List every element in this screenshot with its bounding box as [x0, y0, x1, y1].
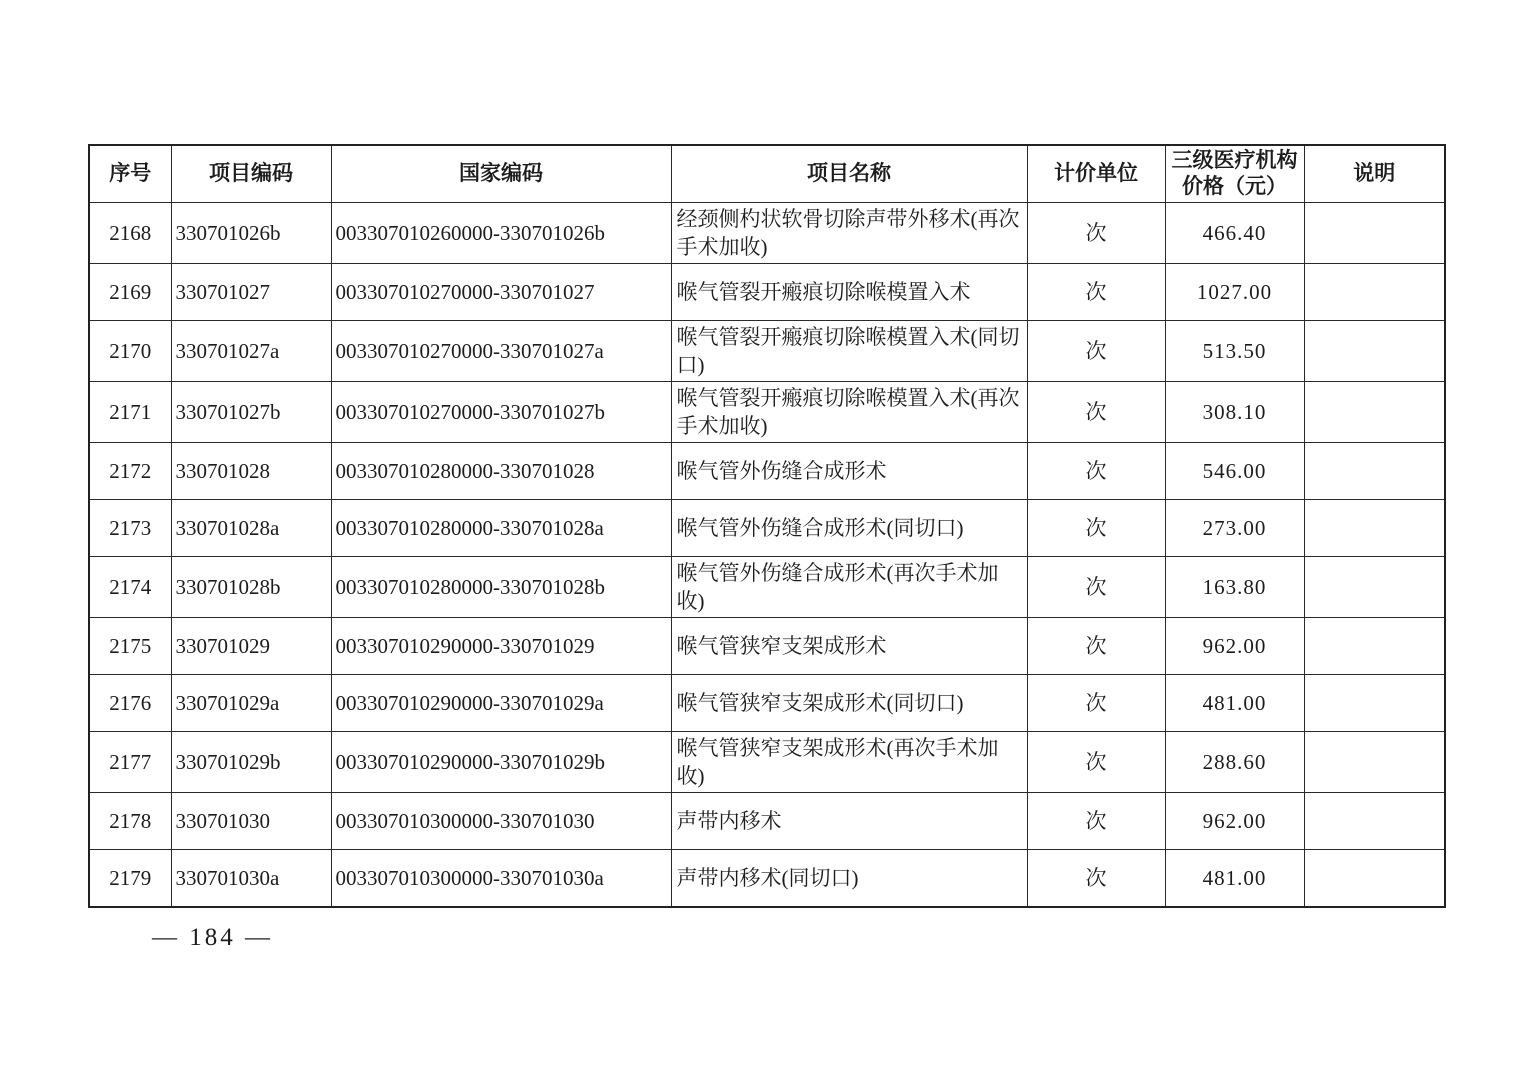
cell-tier3-price: 481.00 [1165, 675, 1304, 732]
cell-tier3-price: 1027.00 [1165, 264, 1304, 321]
cell-note [1304, 264, 1445, 321]
price-table [88, 144, 1446, 908]
cell-seq: 2175 [89, 618, 171, 675]
cell-item-code: 330701028b [171, 557, 331, 618]
cell-seq: 2179 [89, 850, 171, 907]
cell-item-code: 330701029 [171, 618, 331, 675]
cell-national-code: 003307010260000-330701026b [331, 203, 671, 264]
cell-seq: 2174 [89, 557, 171, 618]
cell-national-code: 003307010300000-330701030a [331, 850, 671, 907]
table-row [89, 850, 1445, 907]
header-seq: 序号 [89, 145, 171, 203]
cell-item-code: 330701030 [171, 793, 331, 850]
cell-seq: 2173 [89, 500, 171, 557]
cell-note [1304, 203, 1445, 264]
cell-tier3-price: 288.60 [1165, 732, 1304, 793]
header-note: 说明 [1304, 145, 1445, 203]
cell-national-code: 003307010280000-330701028a [331, 500, 671, 557]
cell-item-code: 330701026b [171, 203, 331, 264]
table-header-row [89, 145, 1445, 203]
cell-item-code: 330701027a [171, 321, 331, 382]
cell-unit: 次 [1027, 793, 1165, 850]
cell-tier3-price: 308.10 [1165, 382, 1304, 443]
cell-seq: 2171 [89, 382, 171, 443]
cell-national-code: 003307010270000-330701027 [331, 264, 671, 321]
table-row [89, 321, 1445, 382]
cell-unit: 次 [1027, 732, 1165, 793]
cell-national-code: 003307010300000-330701030 [331, 793, 671, 850]
cell-item-code: 330701028 [171, 443, 331, 500]
cell-tier3-price: 962.00 [1165, 793, 1304, 850]
cell-note [1304, 675, 1445, 732]
header-item-code: 项目编码 [171, 145, 331, 203]
cell-seq: 2172 [89, 443, 171, 500]
table-row [89, 793, 1445, 850]
cell-national-code: 003307010290000-330701029b [331, 732, 671, 793]
cell-unit: 次 [1027, 675, 1165, 732]
cell-unit: 次 [1027, 850, 1165, 907]
cell-tier3-price: 962.00 [1165, 618, 1304, 675]
header-item-name: 项目名称 [671, 145, 1027, 203]
cell-note [1304, 732, 1445, 793]
cell-item-name: 喉气管外伤缝合成形术(再次手术加收) [671, 557, 1027, 618]
cell-national-code: 003307010290000-330701029 [331, 618, 671, 675]
cell-tier3-price: 513.50 [1165, 321, 1304, 382]
table-row [89, 203, 1445, 264]
cell-item-code: 330701028a [171, 500, 331, 557]
cell-national-code: 003307010270000-330701027b [331, 382, 671, 443]
cell-unit: 次 [1027, 382, 1165, 443]
header-national-code: 国家编码 [331, 145, 671, 203]
header-unit: 计价单位 [1027, 145, 1165, 203]
cell-unit: 次 [1027, 500, 1165, 557]
cell-item-name: 喉气管狭窄支架成形术(同切口) [671, 675, 1027, 732]
cell-unit: 次 [1027, 203, 1165, 264]
cell-tier3-price: 273.00 [1165, 500, 1304, 557]
table-body [89, 203, 1445, 907]
table-row [89, 264, 1445, 321]
cell-item-code: 330701027 [171, 264, 331, 321]
cell-note [1304, 557, 1445, 618]
header-tier3-price: 三级医疗机构价格（元） [1165, 145, 1304, 203]
cell-note [1304, 321, 1445, 382]
cell-unit: 次 [1027, 618, 1165, 675]
cell-note [1304, 382, 1445, 443]
table-row [89, 443, 1445, 500]
cell-tier3-price: 466.40 [1165, 203, 1304, 264]
cell-note [1304, 443, 1445, 500]
cell-seq: 2178 [89, 793, 171, 850]
table-row [89, 500, 1445, 557]
cell-note [1304, 850, 1445, 907]
cell-unit: 次 [1027, 264, 1165, 321]
cell-item-name: 喉气管外伤缝合成形术(同切口) [671, 500, 1027, 557]
table-row [89, 557, 1445, 618]
cell-tier3-price: 546.00 [1165, 443, 1304, 500]
cell-item-code: 330701030a [171, 850, 331, 907]
cell-seq: 2169 [89, 264, 171, 321]
cell-tier3-price: 481.00 [1165, 850, 1304, 907]
cell-item-name: 喉气管裂开瘢痕切除喉模置入术(同切口) [671, 321, 1027, 382]
cell-item-name: 喉气管裂开瘢痕切除喉模置入术(再次手术加收) [671, 382, 1027, 443]
cell-item-name: 喉气管狭窄支架成形术 [671, 618, 1027, 675]
cell-seq: 2170 [89, 321, 171, 382]
table-row [89, 618, 1445, 675]
cell-item-name: 喉气管狭窄支架成形术(再次手术加收) [671, 732, 1027, 793]
cell-item-name: 经颈侧杓状软骨切除声带外移术(再次手术加收) [671, 203, 1027, 264]
table-row [89, 732, 1445, 793]
cell-item-code: 330701029b [171, 732, 331, 793]
cell-national-code: 003307010280000-330701028b [331, 557, 671, 618]
cell-national-code: 003307010270000-330701027a [331, 321, 671, 382]
cell-national-code: 003307010280000-330701028 [331, 443, 671, 500]
cell-tier3-price: 163.80 [1165, 557, 1304, 618]
table-row [89, 675, 1445, 732]
cell-seq: 2177 [89, 732, 171, 793]
cell-item-name: 喉气管外伤缝合成形术 [671, 443, 1027, 500]
cell-unit: 次 [1027, 557, 1165, 618]
cell-unit: 次 [1027, 443, 1165, 500]
cell-item-name: 声带内移术(同切口) [671, 850, 1027, 907]
cell-item-code: 330701029a [171, 675, 331, 732]
cell-note [1304, 618, 1445, 675]
page-number: — 184 — [152, 924, 273, 951]
cell-seq: 2168 [89, 203, 171, 264]
cell-item-code: 330701027b [171, 382, 331, 443]
cell-note [1304, 500, 1445, 557]
cell-note [1304, 793, 1445, 850]
cell-item-name: 喉气管裂开瘢痕切除喉模置入术 [671, 264, 1027, 321]
table-row [89, 382, 1445, 443]
cell-item-name: 声带内移术 [671, 793, 1027, 850]
cell-national-code: 003307010290000-330701029a [331, 675, 671, 732]
cell-seq: 2176 [89, 675, 171, 732]
cell-unit: 次 [1027, 321, 1165, 382]
